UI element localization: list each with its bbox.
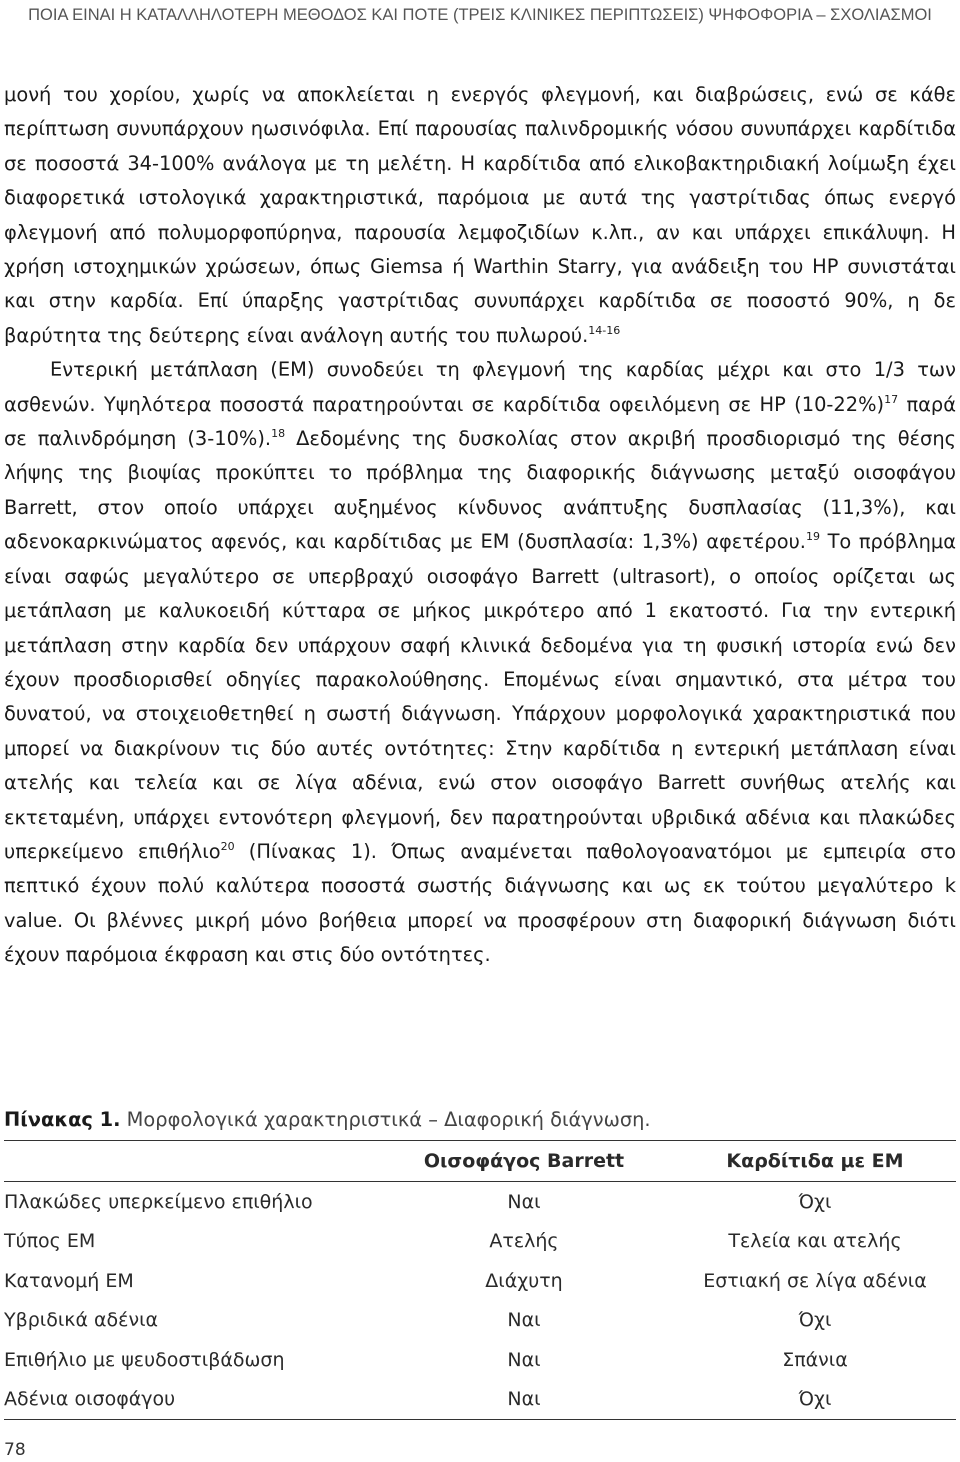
table-cell-carditis: Σπάνια (782, 1348, 848, 1371)
paragraph-text: Το πρόβλημα είναι σαφώς μεγαλύτερο σε υπερβραχύ οισοφάγο Barrett (ultrasort), ο οποίος ορίζεται ως μετάπλαση με καλυκοειδή κύτταρα σε μήκος μικρότερο από 1 εκατοστό. Για την εντερική μετάπλαση στην καρδία δεν υπάρχουν σαφή κλινικά δεδομένα για τη φυσική ιστορία ενώ δεν έχουν προσδιορισθεί οδηγίες παρακολούθησης. Επομένως είναι σημαντικό, στα μέτρα του δυνατού, να στοιχειοθετηθεί η σωστή διάγνωση. Υπάρχουν μορφολογικά χαρακτηριστικά που μπορεί να διακρίνουν τις δύο αυτές οντότητες: Στην καρδίτιδα η εντερική μετάπλαση είναι ατελής και τελεία και σε λίγα αδένια, ενώ στον οισοφάγο Barrett συνήθως ατελής και εκτεταμένη, υπάρχει εντονότερη φλεγμονή, δεν παρατηρούνται υβριδικά αδένια και πλακώδες υπερκείμενο επιθήλιο (4, 530, 956, 863)
table-row-label: Υβριδικά αδένια (4, 1309, 159, 1332)
table-cell-carditis: Όχι (674, 1380, 956, 1420)
table-row (4, 1380, 956, 1420)
paragraph-text: παρά σε παλινδρόμηση (3-10%). (4, 392, 956, 451)
table-header-cell (4, 1141, 374, 1182)
citation-ref: 20 (220, 839, 235, 853)
paragraph-text: Δεδομένης της δυσκολίας στον ακριβή προσδιορισμό της θέσης λήψης της βιοψίας προκύπτει το πρόβλημα της διαφορικής διάγνωσης μεταξύ οισοφάγου Barrett, στον οποίο υπάρχει αυξημένος κίνδυνος ανάπτυξης δυσπλασίας (11,3%), και αδενοκαρκινώματος αφενός, και καρδίτιδας με ΕΜ (δυσπλασία: 1,3%) αφετέρου. (4, 427, 957, 554)
paragraph-text: μονή του χορίου, χωρίς να αποκλείεται η ενεργός φλεγμονή, και διαβρώσεις, ενώ σε κάθε περίπτωση συνυπάρχουν ηωσινόφιλα. Επί παρουσίας παλινδρομικής νόσου συνυπάρχει καρδίτιδα σε ποσοστά 34-100% ανάλογα με τη μελέτη. Η καρδίτιδα από ελικοβακτηριδιακή λοίμωξη έχει διαφορετικά ιστολογικά χαρακτηριστικά, παρόμοια με αυτά της γαστρίτιδας όπως ενεργό φλεγμονή από πολυμορφοπύρηνα, παρουσία λεμφοζιδίων κ.λπ., αν και υπάρχει επικάλυψη. Η χρήση ιστοχημικών χρώσεων, όπως Giemsa ή Warthin Starry, για ανάδειξη του HP συνιστάται και στην καρδία. Επί ύπαρξης γαστρίτιδας συνυπάρχει καρδίτιδα σε ποσοστό 90%, η δε βαρύτητα της δεύτερης είναι ανάλογη αυτής του πυλωρού. (4, 83, 956, 347)
table-caption-text: Μορφολογικά χαρακτηριστικά – Διαφορική διάγνωση. (120, 1108, 651, 1131)
citation-ref: 14-16 (588, 323, 621, 337)
body-text (4, 78, 956, 973)
page-number: 78 (4, 1440, 26, 1460)
table-cell-carditis: Τελεία και ατελής (728, 1230, 902, 1253)
paragraph-2 (4, 353, 956, 972)
table-cell-barrett: Ατελής (489, 1230, 559, 1253)
table-cell-carditis: Όχι (798, 1309, 832, 1332)
table-caption-label: Πίνακας 1. (4, 1108, 121, 1131)
morphology-table (4, 1140, 956, 1420)
table-row (4, 1182, 956, 1222)
table-row-label: Επιθήλιο με ψευδοστιβάδωση (4, 1348, 285, 1371)
table-cell-barrett: Ναι (507, 1309, 541, 1332)
table-row-label: Πλακώδες υπερκείμενο επιθήλιο (4, 1190, 313, 1213)
paragraph-text: Εντερική μετάπλαση (ΕΜ) συνοδεύει τη φλεγμονή της καρδίας μέχρι και στο 1/3 των ασθενών. Υψηλότερα ποσοστά παρατηρούνται σε καρδίτιδα οφειλόμενη σε HP (10-22%) (4, 358, 956, 416)
citation-ref: 18 (271, 427, 286, 441)
running-header: ΠΟΙΑ ΕΙΝΑΙ Η ΚΑΤΑΛΛΗΛΟΤΕΡΗ ΜΕΘΟΔΟΣ ΚΑΙ ΠΟΤΕ (ΤΡΕΙΣ ΚΛΙΝΙΚΕΣ ΠΕΡΙΠΤΩΣΕΙΣ) ΨΗΦΟΦΟΡΙΑ – ΣΧΟΛΙΑΣΜΟΙ (28, 6, 932, 24)
table-row-label: Τύπος ΕΜ (4, 1230, 96, 1253)
table-row-label: Κατανομή ΕΜ (4, 1269, 134, 1292)
table-cell-carditis: Όχι (798, 1190, 832, 1213)
table-cell-barrett: Διάχυτη (485, 1269, 563, 1292)
table-cell-barrett: Ναι (374, 1380, 674, 1420)
table-row (4, 1301, 956, 1341)
table-header-row (4, 1141, 956, 1182)
table-header-barrett: Οισοφάγος Barrett (374, 1141, 674, 1182)
citation-ref: 17 (884, 392, 899, 406)
paragraph-text: (Πίνακας 1). Όπως αναμένεται παθολογοανατόμοι με εμπειρία στο πεπτικό έχουν πολύ καλύτερα ποσοστά σωστής διάγνωσης και ως εκ τούτου μεγαλύτερο k value. Οι βλέννες μικρή μόνο βοήθεια μπορεί να προσφέρουν στη διαφορική διάγνωση διότι έχουν παρόμοια έκφραση και στις δύο οντότητες. (4, 839, 957, 967)
table-cell-carditis: Εστιακή σε λίγα αδένια (703, 1269, 927, 1292)
table-cell-barrett: Ναι (507, 1348, 541, 1371)
table-container (4, 1140, 956, 1420)
citation-ref: 19 (805, 530, 820, 544)
table-row (4, 1222, 956, 1262)
table-row-label: Αδένια οισοφάγου (4, 1380, 374, 1420)
table-row (4, 1340, 956, 1380)
paragraph-1 (4, 78, 956, 353)
table-row (4, 1261, 956, 1301)
table-cell-barrett: Ναι (507, 1190, 541, 1213)
table-caption (4, 1108, 651, 1131)
table-header-carditis: Καρδίτιδα με ΕΜ (674, 1141, 956, 1182)
